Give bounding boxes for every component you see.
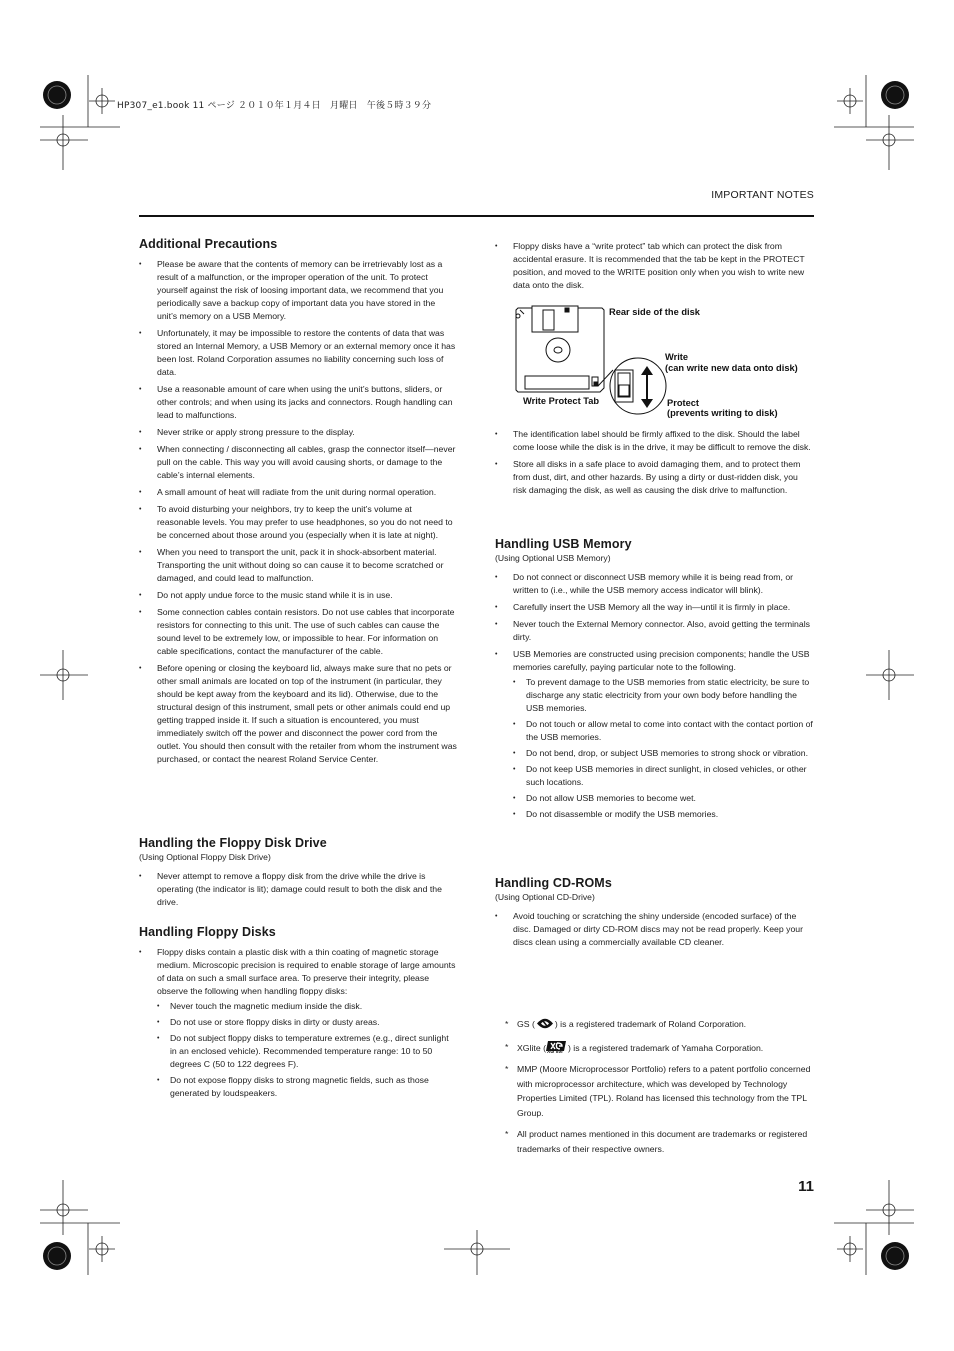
list-item bbox=[495, 648, 813, 821]
section-title: Handling CD-ROMs bbox=[495, 876, 612, 890]
diagram-label-rear: Rear side of the disk bbox=[609, 307, 700, 317]
trademark-text-pre: XGlite ( bbox=[517, 1043, 546, 1053]
sub-list-item: • Do not bend, drop, or subject USB memories to strong shock or vibration. bbox=[513, 747, 813, 760]
list-item-text: Floppy disks contain a plastic disk with a thin coating of magnetic storage medium. Microscopic precision is required to enable storage of large amounts of data on such a small surface area. To preserve their integrity, please observe the following when handling floppy disks: bbox=[157, 947, 456, 996]
trademark-text: All product names mentioned in this document are trademarks or registered trademarks of their respective owners. bbox=[517, 1129, 808, 1154]
list-item: • Never strike or apply strong pressure to the display. bbox=[139, 426, 457, 439]
gs-logo-icon bbox=[535, 1017, 555, 1030]
usb-memory-list bbox=[495, 571, 813, 821]
list-item: • Before opening or closing the keyboard lid, always make sure that no pets or other small animals are located on top of the instrument (in particular, they should be kept away from the keyboard and its lid). Otherwise, due to the structural design of this instrument, small pets or other animals could end up getting trapped inside it. If such a situation is encountered, you must immediately switch off the power and disconnect the power cord from the outlet. You should then consult with the retailer from whom the instrument was purchased, or contact the nearest Roland Service Center. bbox=[139, 662, 457, 766]
list-item: • Use a reasonable amount of care when using the unit’s buttons, sliders, or other controls; and when using its jacks and connectors. Rough handling can lead to malfunctions. bbox=[139, 383, 457, 422]
trademark-xglite bbox=[505, 1040, 827, 1056]
xglite-logo-icon bbox=[546, 1040, 568, 1055]
sub-list-item: • Do not disassemble or modify the USB memories. bbox=[513, 808, 813, 821]
sub-list-item: • Do not subject floppy disks to temperature extremes (e.g., direct sunlight in an enclosed vehicle). Recommended temperature range: 10 to 50 degrees C (50 to 122 degrees F). bbox=[157, 1032, 457, 1071]
section-subtitle: (Using Optional CD-Drive) bbox=[495, 892, 595, 902]
floppy-disks-section bbox=[139, 924, 457, 1104]
list-item: • When you need to transport the unit, pack it in shock-absorbent material. Transporting the unit without doing so can cause it to become scratched or damaged, and could lead to malfunction. bbox=[139, 546, 457, 585]
diagram-label-write-desc: (can write new data onto disk) bbox=[665, 363, 798, 373]
section-subtitle: (Using Optional USB Memory) bbox=[495, 553, 611, 563]
section-title: Additional Precautions bbox=[139, 237, 278, 251]
diagram-label-write: Write bbox=[665, 352, 689, 362]
list-item: • Carefully insert the USB Memory all the way in—until it is firmly in place. bbox=[495, 601, 813, 614]
list-item: • A small amount of heat will radiate from the unit during normal operation. bbox=[139, 486, 457, 499]
asterisk: * bbox=[505, 1064, 509, 1074]
trademark-all bbox=[505, 1127, 827, 1156]
trademark-text-post: ) is a registered trademark of Roland Corporation. bbox=[554, 1019, 747, 1029]
floppy-drive-list bbox=[139, 870, 457, 909]
asterisk: * bbox=[505, 1042, 509, 1052]
list-item: • Please be aware that the contents of memory can be irretrievably lost as a result of a malfunction, or the improper operation of the unit. To protect yourself against the risk of loosing important data, we recommend that you periodically save a backup copy of important data you have stored in the unit’s memory on a USB Memory. bbox=[139, 258, 457, 323]
usb-memory-sublist bbox=[513, 676, 813, 821]
list-item: • Store all disks in a safe place to avoid damaging them, and to protect them from dust, dirt, and other hazards. By using a dirty or dust-ridden disk, you risk damaging the disk, as well as causing the disk drive to malfunction. bbox=[495, 458, 813, 497]
list-item: • Avoid touching or scratching the shiny underside (encoded surface) of the disc. Damaged or dirty CD-ROM discs may not be read properly. Keep your discs clean using a commercially available CD cleaner. bbox=[495, 910, 813, 949]
usb-memory-section bbox=[495, 536, 813, 825]
running-title: IMPORTANT NOTES bbox=[711, 189, 814, 201]
list-item: • Floppy disks have a “write protect” tab which can protect the disk from accidental erasure. It is recommended that the tab be kept in the PROTECT position, and moved to the WRITE position only when you wish to write new data onto the disk. bbox=[495, 240, 813, 292]
sub-list-item: • Do not expose floppy disks to strong magnetic fields, such as those generated by loudspeakers. bbox=[157, 1074, 457, 1100]
list-item-text: USB Memories are constructed using precision components; handle the USB memories carefully, paying particular note to the following. bbox=[513, 649, 810, 672]
list-item: • To avoid disturbing your neighbors, try to keep the unit’s volume at reasonable levels. You may prefer to use headphones, so you do not need to be concerned about those around you (especially when it is late at night). bbox=[139, 503, 457, 542]
list-item: • When connecting / disconnecting all cables, grasp the connector itself—never pull on the cable. This way you will avoid causing shorts, or damage to the cable’s internal elements. bbox=[139, 443, 457, 482]
trademark-text-post: ) is a registered trademark of Yamaha Corporation. bbox=[567, 1043, 764, 1053]
diagram-label-protect-desc: (prevents writing to disk) bbox=[667, 408, 778, 418]
floppy-disks-list bbox=[139, 946, 457, 1100]
sub-list-item: • Do not use or store floppy disks in dirty or dusty areas. bbox=[157, 1016, 457, 1029]
print-header: HP307_e1.book 11 ページ ２０１０年１月４日 月曜日 午後５時３９分 bbox=[117, 101, 432, 111]
trademark-text-pre: GS ( bbox=[517, 1019, 535, 1029]
floppy-disks-sublist bbox=[157, 1000, 457, 1100]
section-subtitle: (Using Optional Floppy Disk Drive) bbox=[139, 852, 271, 862]
list-item: • Unfortunately, it may be impossible to restore the contents of data that was stored an Internal Memory, a USB Memory or an external memory once it has been lost. Roland Corporation assumes no liability concerning such loss of data. bbox=[139, 327, 457, 379]
header-rule bbox=[139, 215, 814, 217]
list-item: • Never attempt to remove a floppy disk from the drive while the drive is operating (the indicator is lit); damage could result to both the disk and the drive. bbox=[139, 870, 457, 909]
sub-list-item: • To prevent damage to the USB memories from static electricity, be sure to discharge any static electricity from your own body before handling the USB memories. bbox=[513, 676, 813, 715]
sub-list-item: • Never touch the magnetic medium inside the disk. bbox=[157, 1000, 457, 1013]
section-title: Handling Floppy Disks bbox=[139, 925, 276, 939]
list-item: • The identification label should be firmly affixed to the disk. Should the label come loose while the disk is in the drive, it may be difficult to remove the disk. bbox=[495, 428, 813, 454]
cd-roms-section bbox=[495, 875, 813, 953]
trademark-mmp bbox=[505, 1062, 827, 1120]
list-item: • Some connection cables contain resistors. Do not use cables that incorporate resistors for connecting to this unit. The use of such cables can cause the sound level to be extremely low, or impossible to hear. For information on cable specifications, contact the manufacturer of the cable. bbox=[139, 606, 457, 658]
xglite-logo-text: XG lite bbox=[546, 1049, 563, 1055]
list-item: • Never touch the External Memory connector. Also, avoid getting the terminals dirty. bbox=[495, 618, 813, 644]
additional-precautions-section bbox=[139, 236, 457, 770]
section-title: Handling the Floppy Disk Drive bbox=[139, 836, 327, 850]
page-number: 11 bbox=[798, 1178, 814, 1195]
trademark-text: MMP (Moore Microprocessor Portfolio) refers to a patent portfolio concerned with microprocessor architecture, which was developed by Technology Properties Limited (TPL). Roland has licensed this technology from the TPL Group. bbox=[517, 1064, 811, 1118]
cd-roms-list bbox=[495, 910, 813, 949]
write-protect-list bbox=[495, 240, 813, 296]
precautions-list bbox=[139, 258, 457, 766]
floppy-drive-section bbox=[139, 835, 457, 913]
list-item: • Do not apply undue force to the music stand while it is in use. bbox=[139, 589, 457, 602]
list-item bbox=[139, 946, 457, 1100]
section-title: Handling USB Memory bbox=[495, 537, 632, 551]
floppy-disks-list-continued bbox=[495, 428, 813, 501]
diagram-label-tab: Write Protect Tab bbox=[523, 396, 600, 406]
diagram-label-protect: Protect bbox=[667, 398, 700, 408]
asterisk: * bbox=[505, 1019, 509, 1029]
sub-list-item: • Do not allow USB memories to become wet. bbox=[513, 792, 813, 805]
sub-list-item: • Do not keep USB memories in direct sunlight, in closed vehicles, or other such locations. bbox=[513, 763, 813, 789]
trademark-gs bbox=[505, 1017, 827, 1032]
list-item: • Do not connect or disconnect USB memory while it is being read from, or written to (i.e., while the USB memory access indicator will blink). bbox=[495, 571, 813, 597]
sub-list-item: • Do not touch or allow metal to come into contact with the contact portion of the USB memories. bbox=[513, 718, 813, 744]
asterisk: * bbox=[505, 1129, 509, 1139]
